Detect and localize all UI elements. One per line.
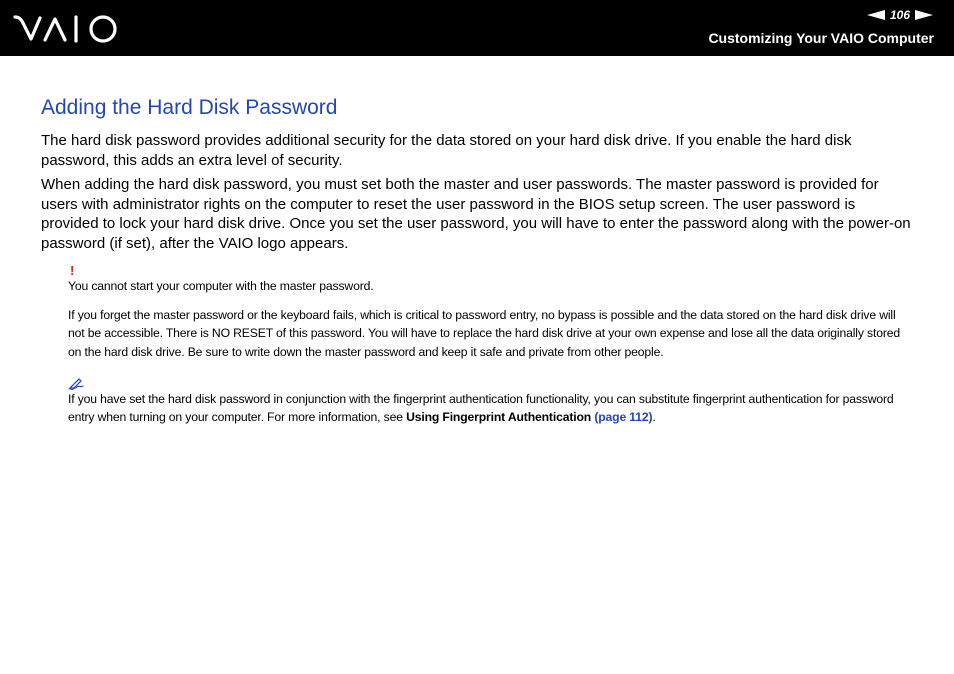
pencil-note-icon <box>68 377 84 390</box>
page-navigator <box>866 7 934 23</box>
hint-text <box>68 391 913 426</box>
page-title: Adding the Hard Disk Password <box>41 96 338 119</box>
warning-text: If you forget the master password or the keyboard fails, which is critical to password entry, no bypass is possible and the data stored on the hard disk drive will not be accessible. There is NO RESET of this password. You will have to replace the hard disk drive at your own expense and lose all the data originally stored on the hard disk drive. Be sure to write down the master password and keep it safe and private from other people. <box>68 307 901 359</box>
triangle-right-icon[interactable] <box>914 9 934 21</box>
body-paragraph: When adding the hard disk password, you must set both the master and user passwords. The master password is provided for users with administrator rights on the computer to reset the user password in the BIOS setup screen. The user password is provided to lock your hard disk drive. Once you set the user password, you will have to enter the password along with the power-on password (if set), after the VAIO logo appears. <box>41 176 911 252</box>
hint-text-body: If you have set the hard disk password in conjunction with the fingerprint authentication functionality, you can substitute fingerprint authentication for password entry when turning on your computer. For more information, see <box>68 392 894 424</box>
warning-text: You cannot start your computer with the master password. <box>68 279 374 293</box>
triangle-left-icon[interactable] <box>866 9 886 21</box>
page-number: 106 <box>889 8 910 22</box>
notes-block <box>68 264 913 426</box>
warning-icon: ! <box>70 263 75 278</box>
page-link[interactable]: (page 112) <box>594 409 653 424</box>
vaio-logo <box>12 14 122 44</box>
body-paragraph: The hard disk password provides additional security for the data stored on your hard disk drive. If you enable the hard disk password, this adds an extra level of security. <box>41 132 852 169</box>
section-title: Customizing Your VAIO Computer <box>708 30 934 46</box>
page-header <box>0 0 954 56</box>
hint-text-end: . <box>652 409 656 424</box>
main-content <box>41 95 913 426</box>
hint-reference: Using Fingerprint Authentication <box>406 409 592 424</box>
